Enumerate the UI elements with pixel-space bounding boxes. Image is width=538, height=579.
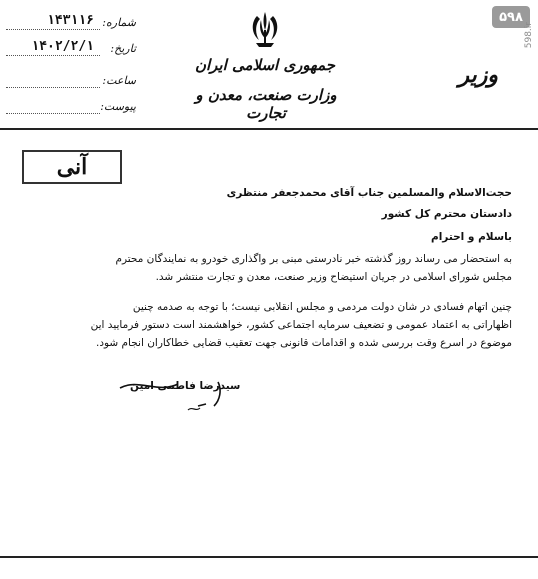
date-label: تاریخ: — [110, 42, 136, 55]
date-field — [6, 39, 136, 58]
paragraph-2-line-3: موضوع در اسرع وقت بررسی شده و اقدامات قانونی جهت تعقیب قضایی خطاکاران انجام شود. — [95, 337, 512, 349]
attachment-field — [6, 100, 136, 116]
date-value: ۱۴۰۲/۲/۱ — [31, 39, 94, 54]
ministry-title: وزارت صنعت، معدن و تجارت — [195, 86, 337, 122]
signature-name: سیدرضا فاطمی امین — [130, 380, 241, 392]
republic-title: جمهوری اسلامی ایران — [194, 56, 336, 74]
watermark-site: 598.ir — [524, 22, 534, 49]
recipient-line-1: حجت‌الاسلام والمسلمین جناب آقای محمدجعفر منتظری — [226, 187, 512, 199]
greeting: باسلام و احترام — [431, 231, 512, 243]
urgent-stamp — [22, 150, 122, 184]
number-field — [6, 13, 136, 32]
minister-title: وزیر — [458, 62, 498, 88]
time-label: ساعت: — [102, 74, 136, 87]
number-value: ۱۴۳۱۱۶ — [47, 13, 94, 28]
footer-divider — [0, 556, 538, 558]
attachment-label: پیوست: — [100, 100, 136, 113]
iran-emblem-icon — [248, 10, 282, 50]
paragraph-2-line-2: اظهاراتی به اعتماد عمومی و تضعیف سرمایه اجتماعی کشور، خواهشمند است دستور فرمایید این — [90, 319, 512, 331]
number-label: شماره: — [102, 16, 136, 29]
time-field — [6, 74, 136, 90]
paragraph-1-line-1: به استحضار می رساند روز گذشته خبر نادرستی مبنی بر واگذاری خودرو به نمایندگان محترم — [115, 253, 512, 265]
header-divider — [0, 128, 538, 130]
paragraph-2-line-1: چنین اتهام فسادی در شان دولت مردمی و مجلس انقلابی نیست؛ با توجه به صدمه چنین — [132, 301, 512, 313]
paragraph-1-line-2: مجلس شورای اسلامی در جریان استیضاح وزیر صنعت، معدن و تجارت منتشر شد. — [155, 271, 512, 283]
urgent-stamp-text: آنی — [56, 154, 88, 180]
recipient-line-2: دادستان محترم کل کشور — [381, 208, 512, 220]
watermark-logo: ۵۹۸ — [492, 6, 530, 28]
